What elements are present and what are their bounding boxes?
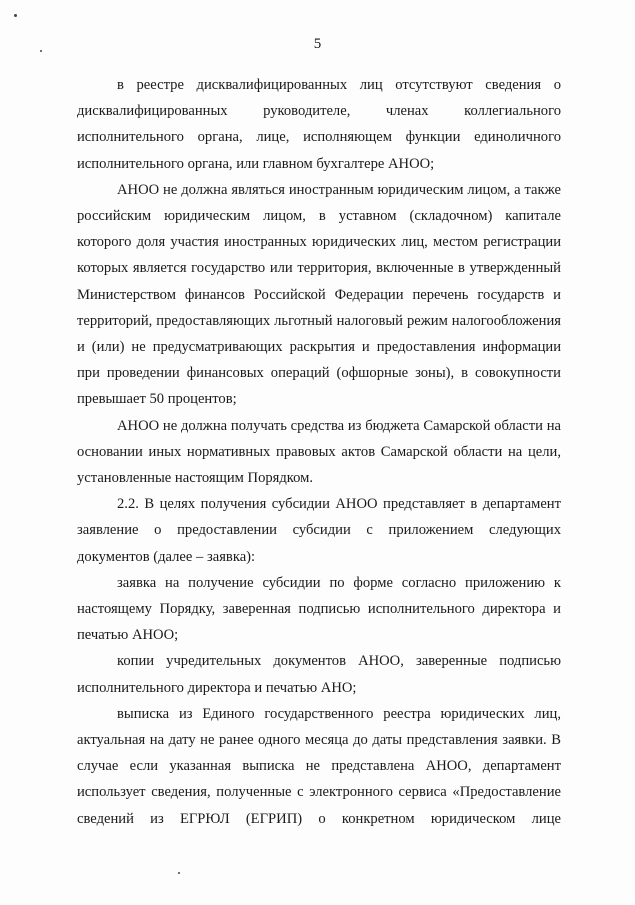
page-number: 5: [313, 36, 322, 52]
paragraph-disqualified-registry: в реестре дисквалифицированных лиц отсутствуют сведения о дисквалифицированных руководителе, членах коллегиального исполнительного органа, лице, исполняющем функции единоличного исполнительного органа, или главном бухгалтере АНОО;: [77, 77, 561, 172]
paragraph-founding-documents: копии учредительных документов АНОО, заверенные подписью исполнительного директора и печатью АНО;: [77, 653, 561, 696]
body-text: [77, 72, 561, 832]
scan-speck: [14, 14, 17, 17]
scan-speck: [178, 872, 180, 874]
paragraph-section-2-2: 2.2. В целях получения субсидии АНОО представляет в департамент заявление о предоставлении субсидии с приложением следующих документов (далее – заявка):: [77, 496, 561, 565]
paragraph-budget-funds: АНОО не должна получать средства из бюджета Самарской области на основании иных нормативных правовых актов Самарской области на цели, установленные настоящим Порядком.: [77, 417, 561, 487]
paragraph-egrul-extract: выписка из Единого государственного реестра юридических лиц, актуальная на дату не ранее одного месяца до даты представления заявки. В случае если указанная выписка не представлена АНОО, департамент использует сведения, полученные с электронного сервиса «Предоставление сведений из ЕГРЮЛ (ЕГРИП) о конкретном юридическом лице: [77, 705, 561, 827]
scan-speck: [40, 50, 42, 52]
paragraph-application-form: заявка на получение субсидии по форме согласно приложению к настоящему Порядку, заверенная подписью исполнительного директора и печатью АНОО;: [77, 574, 561, 644]
paragraph-foreign-entity: АНОО не должна являться иностранным юридическим лицом, а также российским юридическим лицом, в уставном (складочном) капитале которого доля участия иностранных юридических лиц, местом регистрации которых является государство или территория, включенные в утвержденный Министерством финансов Российской Федерации перечень государств и территорий, предоставляющих льготный налоговый режим налогообложения и (или) не предусматривающих раскрытия и предоставления информации при проведении финансовых операций (офшорные зоны), в совокупности превышает 50 процентов;: [77, 181, 561, 408]
